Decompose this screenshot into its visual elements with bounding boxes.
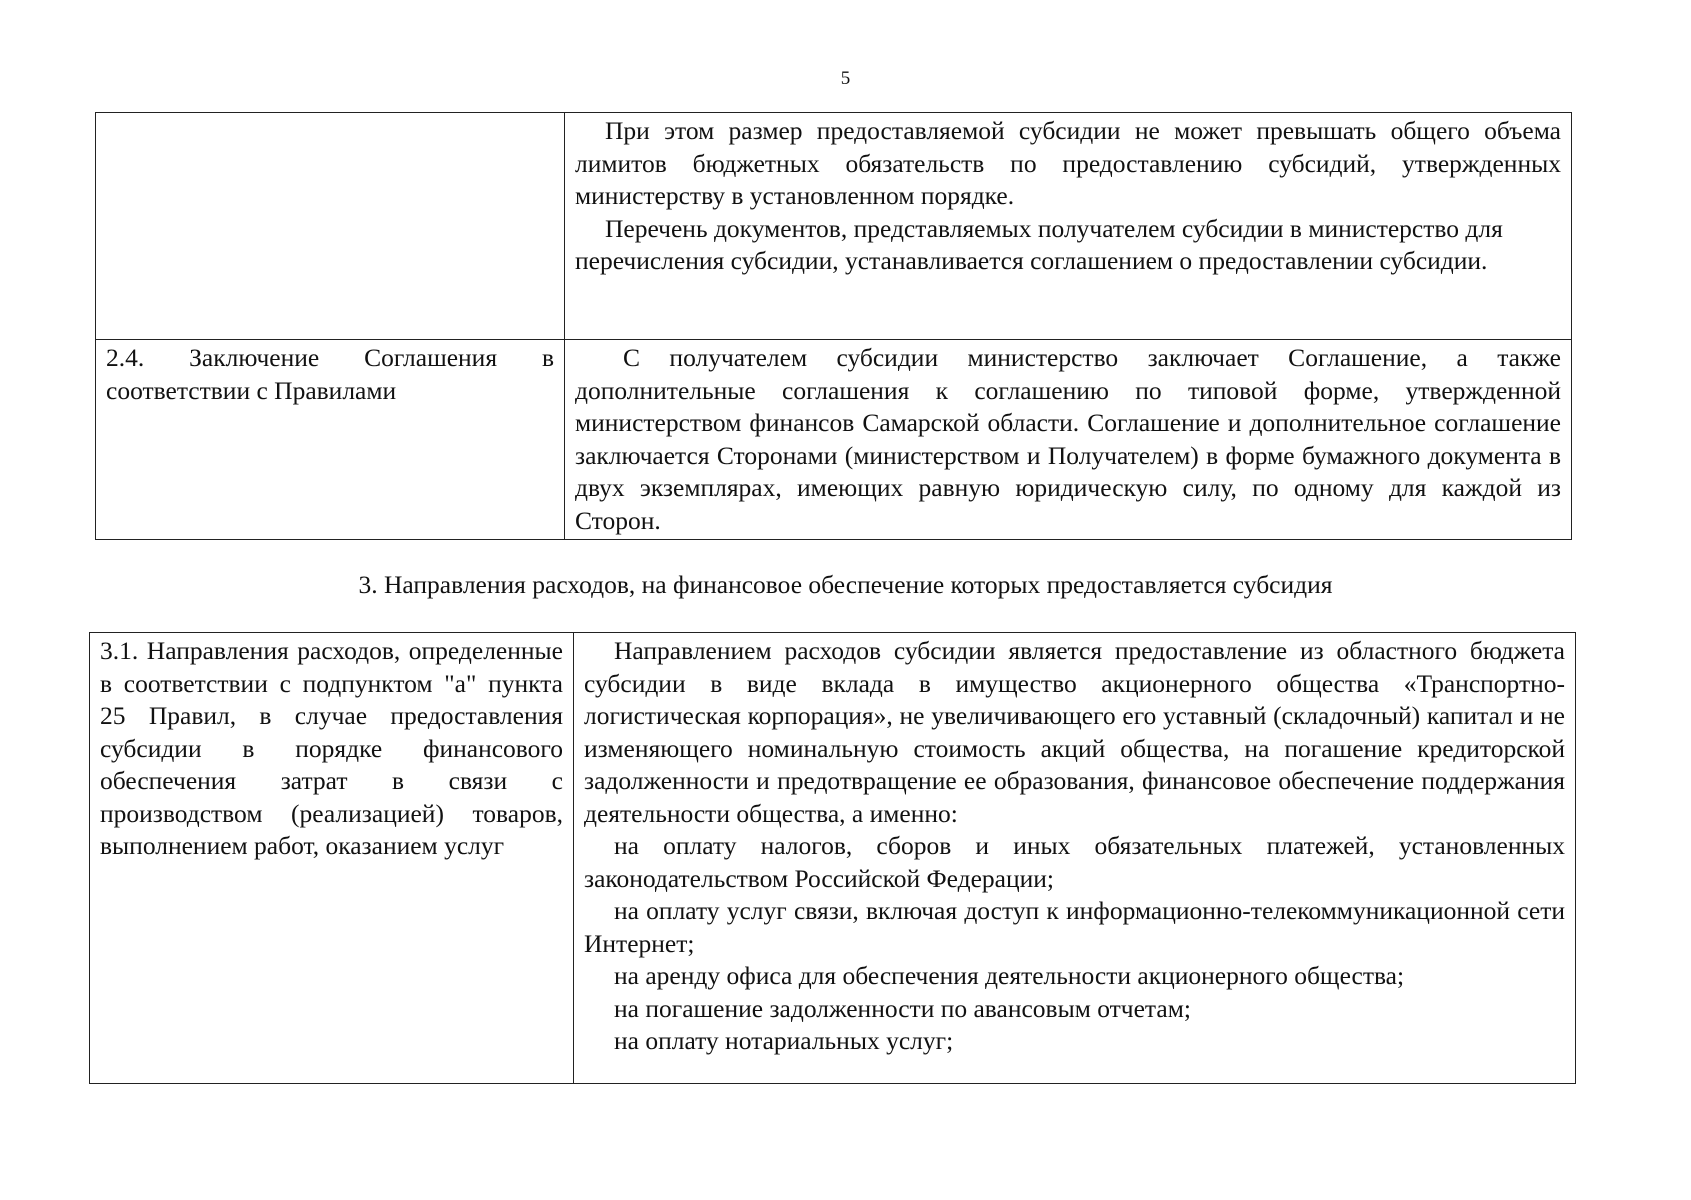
table-row <box>90 633 1576 1084</box>
table-row <box>96 113 1572 340</box>
table-cell-right <box>565 340 1572 540</box>
item-title-2-4: 2.4. Заключение Соглашения в соответствии с Правилами <box>106 343 554 405</box>
section-heading: 3. Направления расходов, на финансовое обеспечение которых предоставляется субсидия <box>358 570 1333 599</box>
item-title-3-1: 3.1. Направления расходов, определенные в соответствии с подпунктом "а" пункта 25 Правил, в случае предоставления субсидии в порядке финансового обеспечения затрат в связи с производством (реализацией) товаров, выполнением работ, оказанием услуг <box>100 636 563 860</box>
list-item: на погашение задолженности по авансовым отчетам; <box>614 993 1191 1023</box>
paragraph: Направлением расходов субсидии является предоставление из областного бюджета субсидии в виде вклада в имущество акционерного общества «Транспортно-логистическая корпорация», не увеличивающего его уставный (складочный) капитал и не изменяющего номинальную стоимость акций общества, на погашение кредиторской задолженности и предотвращение ее образования, финансовое обеспечение поддержания деятельности общества, а именно: <box>584 636 1565 828</box>
table-cell-left <box>96 113 565 340</box>
table-cell-right <box>565 113 1572 340</box>
table-section-2 <box>95 112 1572 540</box>
list-item: на аренду офиса для обеспечения деятельности акционерного общества; <box>614 961 1405 990</box>
list-item: на оплату нотариальных услуг; <box>614 1026 954 1055</box>
table-row <box>96 340 1572 540</box>
list-item: на оплату услуг связи, включая доступ к информационно-телекоммуникационной сети Интернет; <box>584 896 1565 958</box>
paragraph: При этом размер предоставляемой субсидии не может превышать общего объема лимитов бюджетных обязательств по предоставлению субсидий, утвержденных министерству в установленном порядке. <box>575 116 1561 210</box>
list-item: на оплату налогов, сборов и иных обязательных платежей, установленных законодательством Российской Федерации; <box>584 831 1565 893</box>
table-cell-right <box>574 633 1576 1084</box>
paragraph: С получателем субсидии министерство заключает Соглашение, а также дополнительные соглашения к соглашению по типовой форме, утвержденной министерством финансов Самарской области. Соглашение и дополнительное соглашение заключается Сторонами (министерством и Получателем) в форме бумажного документа в двух экземплярах, имеющих равную юридическую силу, по одному для каждой из Сторон. <box>575 343 1561 535</box>
page-number: 5 <box>840 68 851 89</box>
table-cell-left <box>96 340 565 540</box>
table-cell-left <box>90 633 574 1084</box>
table-section-3 <box>89 632 1576 1084</box>
paragraph: Перечень документов, представляемых получателем субсидии в министерство для перечисления субсидии, устанавливается соглашением о предоставлении субсидии. <box>575 213 1503 275</box>
